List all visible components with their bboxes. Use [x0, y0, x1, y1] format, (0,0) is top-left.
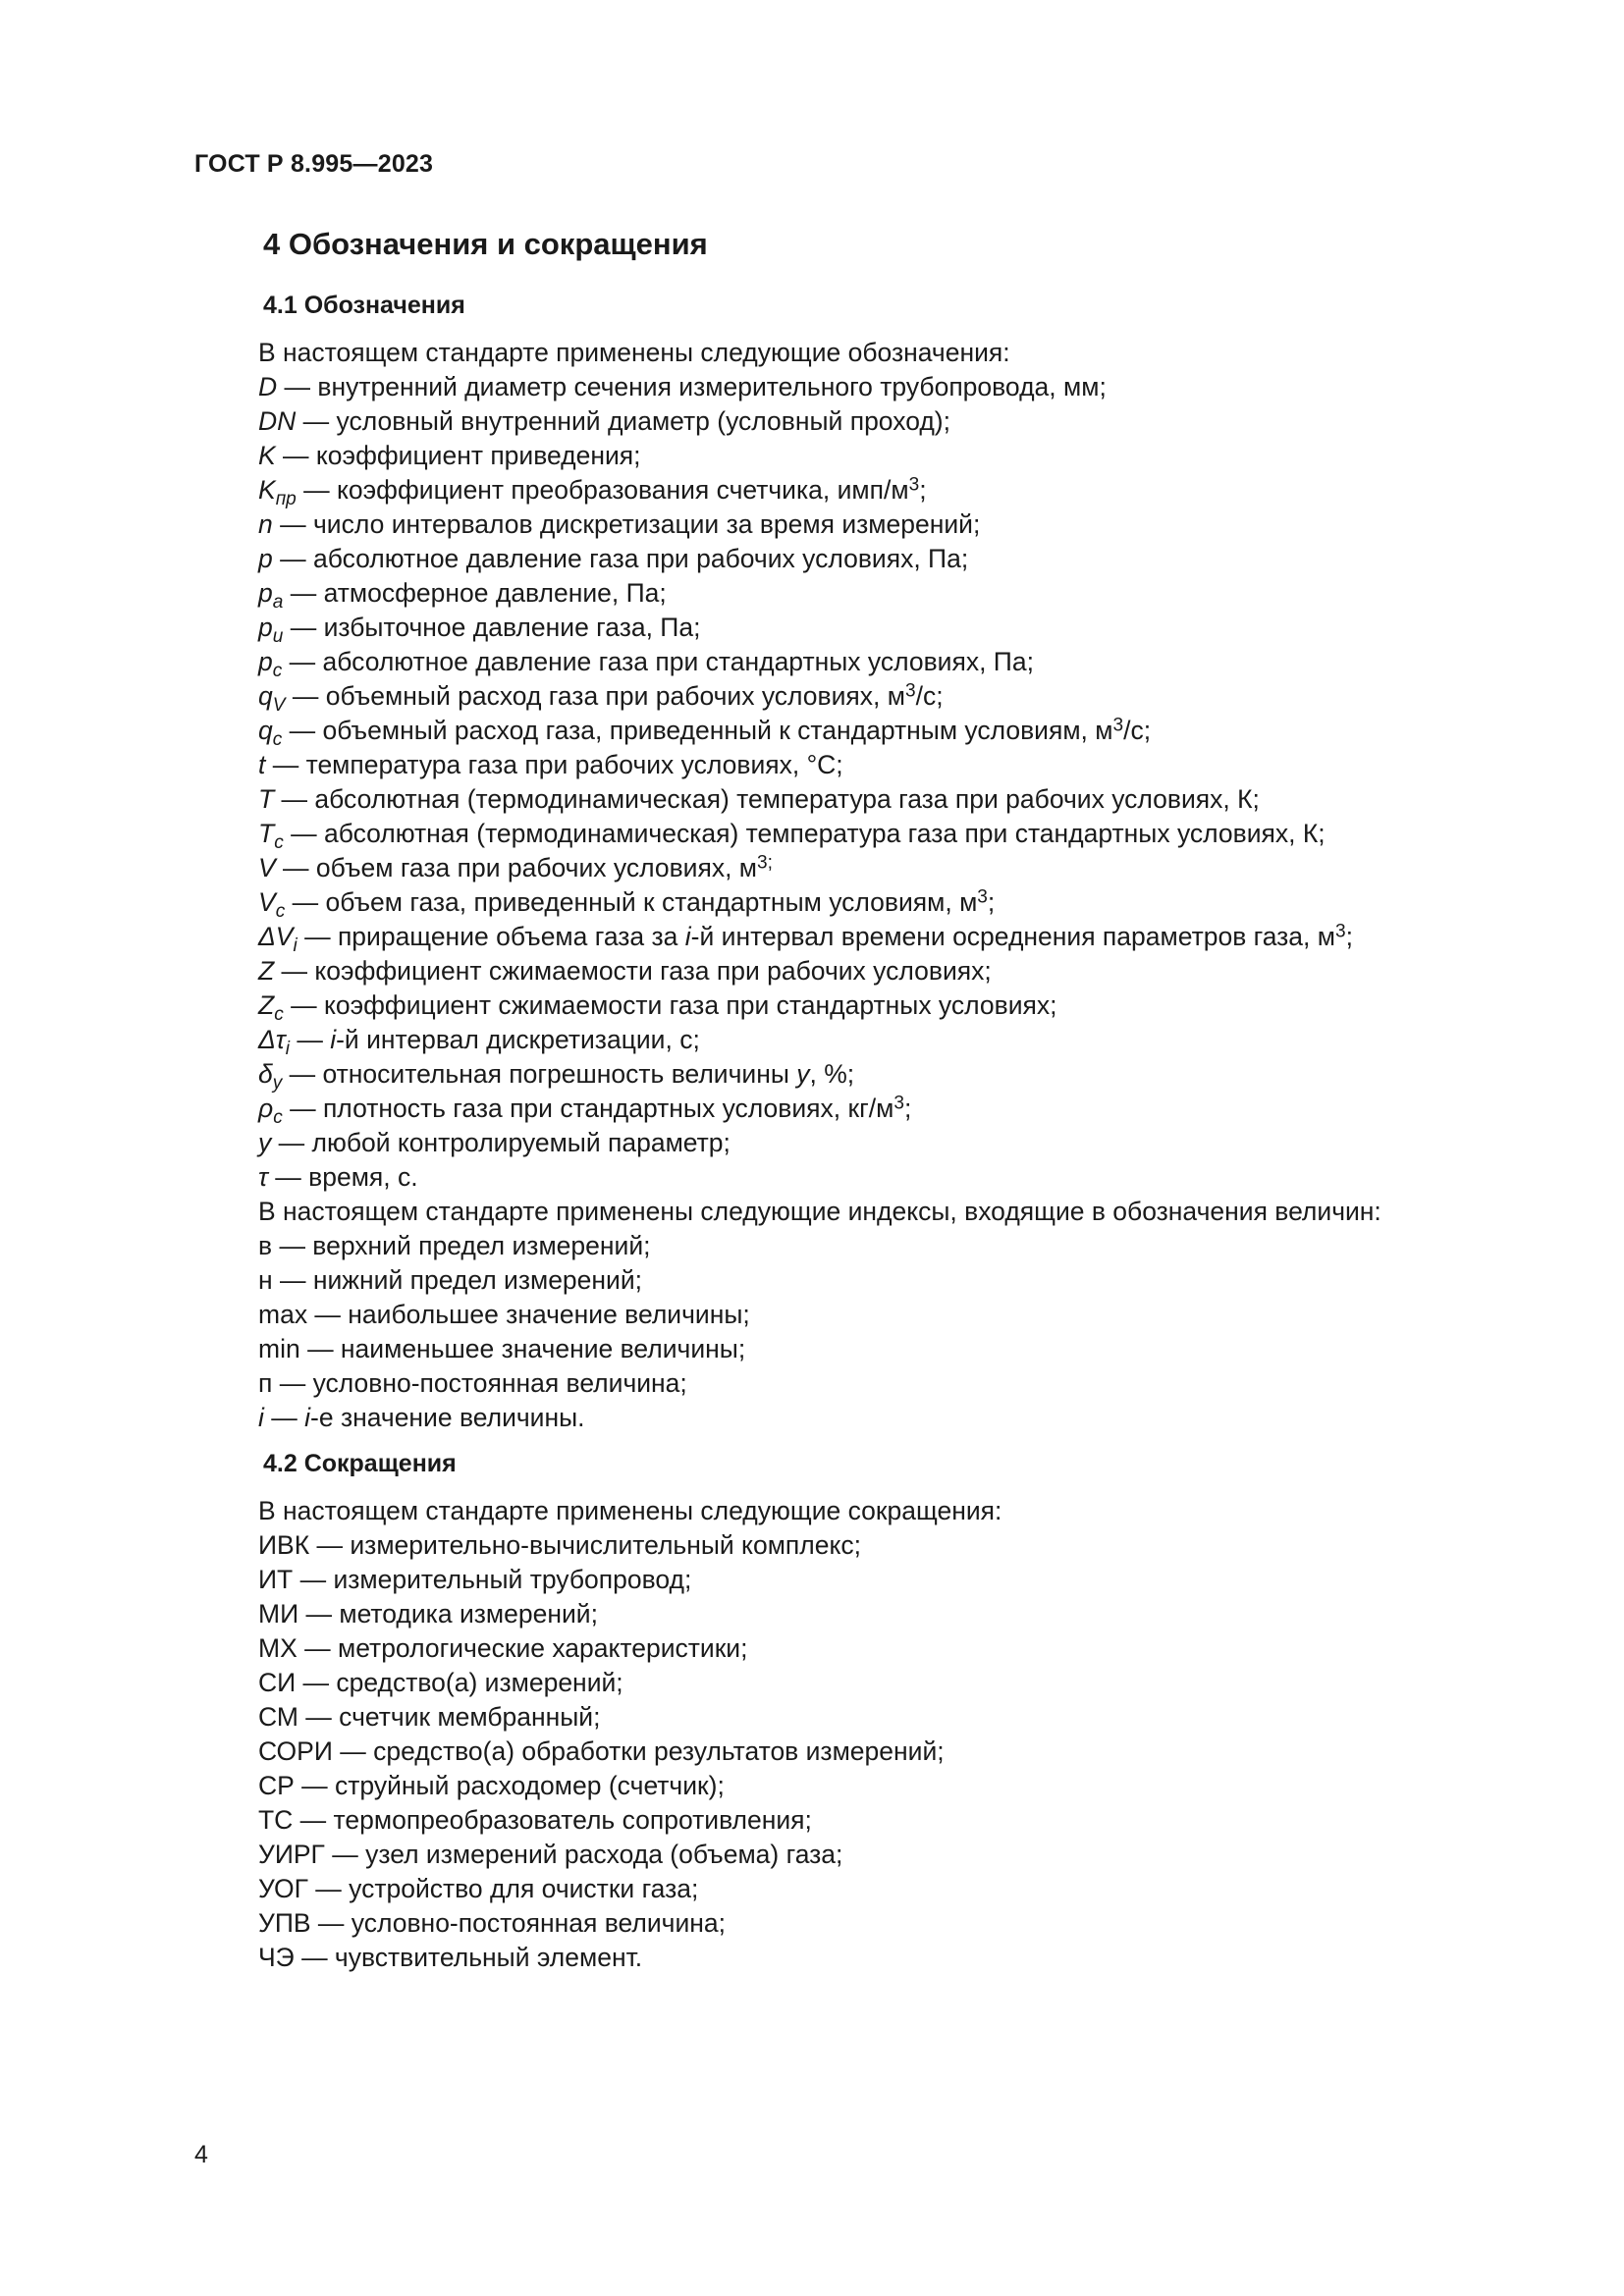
notation-item — [258, 920, 1381, 957]
notation-text: — избыточное давление газа, Па; — [283, 613, 701, 642]
abbreviation-item: СР — струйный расходомер (счетчик); — [258, 1771, 725, 1800]
notation-item — [258, 439, 1381, 473]
abbreviation-item: УИРГ — узел измерений расхода (объема) газа; — [258, 1840, 843, 1869]
notation-symbol: DN — [258, 406, 297, 436]
notation-italic: i — [330, 1025, 337, 1054]
notation-superscript: 3; — [757, 852, 773, 874]
notation-item — [258, 611, 1381, 648]
notation-text: — объемный расход газа, приведенный к стандартным условиям, м — [282, 716, 1113, 745]
notation-symbol: V — [258, 887, 276, 917]
notation-text: ; — [987, 887, 996, 917]
notation-superscript: 3 — [893, 1093, 904, 1114]
notation-symbol: q — [258, 681, 273, 711]
index-text: -е значение величины. — [310, 1403, 585, 1432]
notation-subscript: i — [293, 935, 298, 957]
notation-text: — условный внутренний диаметр (условный проход); — [296, 406, 950, 436]
abbreviation-item: СОРИ — средство(а) обработки результатов измерений; — [258, 1736, 945, 1766]
index-item — [258, 1298, 1381, 1332]
notation-subscript: с — [272, 661, 283, 682]
notation-text: ; — [1345, 922, 1353, 951]
abbreviation-item: ИТ — измерительный трубопровод; — [258, 1565, 692, 1594]
notation-subscript: y — [272, 1073, 283, 1095]
document-code-header: ГОСТ Р 8.995—2023 — [194, 150, 434, 178]
notation-text: — абсолютное давление газа при стандартных условиях, Па; — [282, 647, 1034, 676]
notation-symbol: ΔV — [258, 922, 294, 951]
abbreviation-item: МИ — методика измерений; — [258, 1599, 598, 1629]
notation-symbol: p — [258, 647, 273, 676]
notation-text: ; — [919, 475, 927, 505]
notation-item — [258, 404, 1381, 439]
notation-text: -й интервал времени осреднения параметров газа, м — [690, 922, 1335, 951]
notation-text: -й интервал дискретизации, с; — [336, 1025, 700, 1054]
notation-item — [258, 851, 1381, 885]
notation-subscript: а — [272, 592, 284, 614]
notation-symbol: Z — [258, 990, 275, 1020]
notation-text: — абсолютная (термодинамическая) температура газа при стандартных условиях, К; — [283, 819, 1326, 848]
abbreviation-list — [258, 1528, 1001, 1975]
notation-italic: i — [684, 922, 691, 951]
notation-text: — коэффициент преобразования счетчика, имп/м — [296, 475, 909, 505]
notation-text: — коэффициент сжимаемости газа при стандартных условиях; — [283, 990, 1057, 1020]
notation-item — [258, 748, 1381, 782]
index-text: в — верхний предел измерений; — [258, 1231, 651, 1260]
notation-symbol: p — [258, 578, 273, 608]
notation-symbol: t — [258, 750, 266, 779]
notation-item — [258, 370, 1381, 404]
notation-item — [258, 1092, 1381, 1129]
notation-text: — объемный расход газа при рабочих условиях, м — [285, 681, 905, 711]
index-item — [258, 1229, 1381, 1263]
index-symbol: i — [258, 1403, 264, 1432]
notation-symbol: V — [258, 853, 276, 882]
notation-text: — абсолютная (термодинамическая) температура газа при рабочих условиях, К; — [274, 784, 1260, 814]
notation-text: — относительная погрешность величины — [282, 1059, 797, 1089]
notation-text: — время, с. — [267, 1162, 418, 1192]
notation-italic: y — [796, 1059, 810, 1089]
notation-symbol: T — [258, 784, 275, 814]
notation-symbol: Z — [258, 956, 275, 986]
notation-superscript: 3 — [904, 680, 916, 702]
abbreviations-block — [258, 1494, 1001, 1975]
notation-subscript: i — [285, 1039, 290, 1060]
notation-symbol: δ — [258, 1059, 273, 1089]
notation-item — [258, 782, 1381, 817]
notation-subscript: с — [275, 901, 286, 923]
notation-symbol: τ — [258, 1162, 268, 1192]
abbreviation-item: МХ — метрологические характеристики; — [258, 1633, 748, 1663]
index-item — [258, 1366, 1381, 1401]
notation-text: — объем газа при рабочих условиях, м — [275, 853, 758, 882]
abbreviation-item: ИВК — измерительно-вычислительный комплекс; — [258, 1530, 861, 1560]
notation-item — [258, 885, 1381, 923]
index-text: н — нижний предел измерений; — [258, 1265, 643, 1295]
notation-text: /с; — [915, 681, 944, 711]
section-title: 4 Обозначения и сокращения — [263, 227, 708, 261]
notation-symbol: y — [258, 1128, 272, 1157]
notation-text: — — [289, 1025, 331, 1054]
notation-item — [258, 576, 1381, 614]
notation-subscript: V — [272, 695, 286, 717]
notation-symbol: K — [258, 475, 276, 505]
notation-subscript: и — [272, 626, 284, 648]
notation-list — [258, 370, 1381, 1195]
notation-symbol: T — [258, 819, 275, 848]
notation-text: — число интервалов дискретизации за время измерений; — [272, 509, 981, 539]
index-text: min — наименьшее значение величины; — [258, 1334, 746, 1363]
notation-symbol: p — [258, 613, 273, 642]
notation-text: /с; — [1123, 716, 1152, 745]
notation-item — [258, 954, 1381, 988]
notation-text: — внутренний диаметр сечения измерительного трубопровода, мм; — [277, 372, 1107, 401]
notation-superscript: 3 — [1112, 715, 1124, 736]
notation-item — [258, 714, 1381, 751]
notation-superscript: 3 — [908, 474, 920, 496]
notations-title: 4.1 Обозначения — [263, 292, 465, 319]
notation-item — [258, 679, 1381, 717]
notations-intro: В настоящем стандарте применены следующие обозначения: — [258, 338, 1010, 367]
index-list — [258, 1229, 1381, 1435]
notation-text: — плотность газа при стандартных условиях, кг/м — [282, 1094, 894, 1123]
notation-item — [258, 1057, 1381, 1095]
notation-item — [258, 988, 1381, 1026]
index-item — [258, 1401, 1381, 1435]
notation-item — [258, 1160, 1381, 1195]
abbreviation-item: УОГ — устройство для очистки газа; — [258, 1874, 699, 1903]
notation-symbol: n — [258, 509, 273, 539]
abbreviation-item: УПВ — условно-постоянная величина; — [258, 1908, 726, 1938]
notation-item — [258, 542, 1381, 576]
index-text: — — [263, 1403, 305, 1432]
notation-text: — приращение объема газа за — [297, 922, 685, 951]
notation-item — [258, 1023, 1381, 1060]
notation-text: — температура газа при рабочих условиях, °С; — [265, 750, 843, 779]
page-number: 4 — [194, 2141, 208, 2168]
notation-subscript: с — [272, 729, 283, 751]
notation-item — [258, 817, 1381, 854]
notation-subscript: с — [274, 832, 284, 854]
index-text: max — наибольшее значение величины; — [258, 1300, 750, 1329]
notation-text: — объем газа, приведенный к стандартным условиям, м — [285, 887, 978, 917]
abbreviation-item: СМ — счетчик мембранный; — [258, 1702, 601, 1732]
indices-intro: В настоящем стандарте применены следующие индексы, входящие в обозначения величин: — [258, 1197, 1381, 1226]
abbreviation-item: ТС — термопреобразователь сопротивления; — [258, 1805, 812, 1835]
notation-subscript: пр — [275, 489, 297, 510]
index-text: п — условно-постоянная величина; — [258, 1368, 687, 1398]
notation-subscript: с — [274, 1004, 284, 1026]
notation-item — [258, 473, 1381, 510]
notation-text: — абсолютное давление газа при рабочих условиях, Па; — [272, 544, 969, 573]
notation-symbol: q — [258, 716, 273, 745]
abbreviations-title: 4.2 Сокращения — [263, 1450, 457, 1477]
abbreviation-item: ЧЭ — чувствительный элемент. — [258, 1943, 643, 1972]
index-item — [258, 1332, 1381, 1366]
index-item — [258, 1263, 1381, 1298]
abbreviation-item: СИ — средство(а) измерений; — [258, 1668, 623, 1697]
notation-symbol: D — [258, 372, 278, 401]
notation-symbol: p — [258, 544, 273, 573]
notation-text: ; — [903, 1094, 912, 1123]
notation-superscript: 3 — [977, 886, 988, 908]
notation-text: — атмосферное давление, Па; — [283, 578, 667, 608]
notation-subscript: с — [273, 1107, 283, 1129]
notation-text: — любой контролируемый параметр; — [271, 1128, 731, 1157]
index-italic: i — [304, 1403, 311, 1432]
notation-item — [258, 645, 1381, 682]
notation-symbol: ρ — [258, 1094, 274, 1123]
notation-item — [258, 507, 1381, 542]
notation-item — [258, 1126, 1381, 1160]
notation-text: , %; — [809, 1059, 855, 1089]
notation-text: — коэффициент сжимаемости газа при рабочих условиях; — [274, 956, 992, 986]
notation-symbol: K — [258, 441, 276, 470]
notation-text: — коэффициент приведения; — [275, 441, 641, 470]
abbreviations-intro: В настоящем стандарте применены следующие сокращения: — [258, 1496, 1002, 1525]
notation-superscript: 3 — [1335, 921, 1346, 942]
notation-symbol: Δτ — [258, 1025, 286, 1054]
notations-block — [258, 336, 1381, 1435]
